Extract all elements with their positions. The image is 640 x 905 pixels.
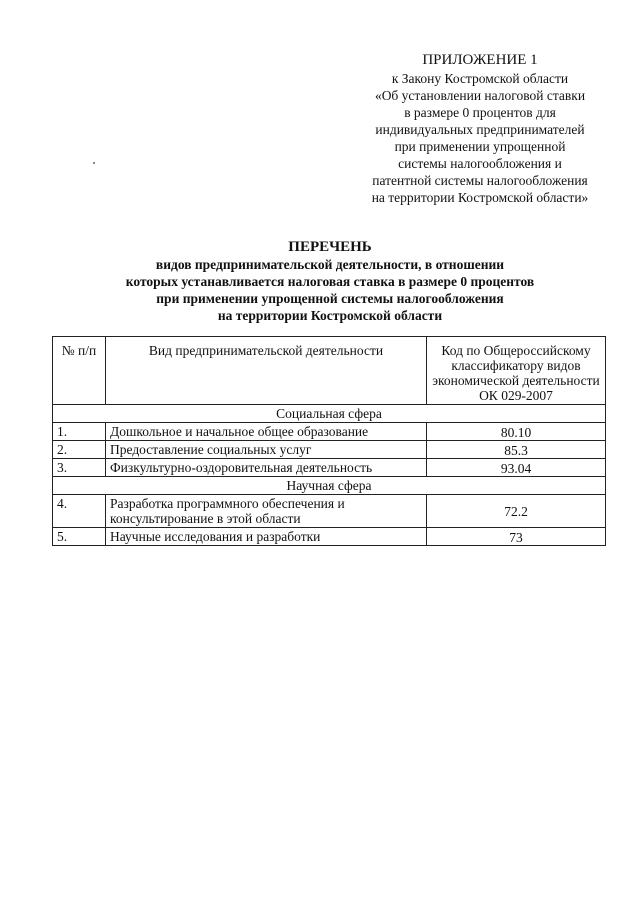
table-row <box>53 459 606 477</box>
row-code: 72.2 <box>427 495 606 528</box>
activities-table <box>52 336 606 546</box>
appendix-line: «Об установлении налоговой ставки <box>374 88 586 103</box>
row-num: 2. <box>53 441 106 459</box>
title-line: при применении упрощенной системы налогообложения <box>156 291 504 306</box>
appendix-line: патентной системы налогообложения <box>372 173 588 188</box>
table-row <box>53 441 606 459</box>
row-code: 80.10 <box>427 423 606 441</box>
appendix-line: системы налогообложения и <box>398 156 562 171</box>
section-social: Социальная сфера <box>53 405 606 423</box>
row-activity: Дошкольное и начальное общее образование <box>106 423 427 441</box>
row-code: 73 <box>427 528 606 546</box>
document-title <box>40 238 620 324</box>
appendix-block <box>345 50 615 206</box>
row-num: 4. <box>53 495 106 528</box>
row-activity: Разработка программного обеспечения и консультирование в этой области <box>106 495 427 528</box>
header-activity: Вид предпринимательской деятельности <box>106 337 427 405</box>
row-activity: Предоставление социальных услуг <box>106 441 427 459</box>
appendix-line: при применении упрощенной <box>394 139 566 154</box>
appendix-line: к Закону Костромской области <box>391 71 569 86</box>
table-row <box>53 423 606 441</box>
appendix-line: индивидуальных предпринимателей <box>375 122 585 137</box>
title-main: ПЕРЕЧЕНЬ <box>288 239 372 255</box>
appendix-heading: ПРИЛОЖЕНИЕ 1 <box>422 52 538 68</box>
section-row <box>53 477 606 495</box>
appendix-line: на территории Костромской области» <box>371 190 589 205</box>
row-num: 5. <box>53 528 106 546</box>
section-science: Научная сфера <box>53 477 606 495</box>
appendix-line: в размере 0 процентов для <box>404 105 556 120</box>
table-row <box>53 495 606 528</box>
row-code: 93.04 <box>427 459 606 477</box>
row-activity: Физкультурно-оздоровительная деятельность <box>106 459 427 477</box>
header-code: Код по Общероссийскому классификатору видов экономической деятельности ОК 029-2007 <box>427 337 606 405</box>
title-line: видов предпринимательской деятельности, в отношении <box>155 257 505 272</box>
section-row <box>53 405 606 423</box>
title-line: на территории Костромской области <box>217 308 443 323</box>
table-header-row <box>53 337 606 405</box>
table-row <box>53 528 606 546</box>
header-num: № п/п <box>53 337 106 405</box>
scan-speck <box>93 162 95 164</box>
row-num: 3. <box>53 459 106 477</box>
row-activity: Научные исследования и разработки <box>106 528 427 546</box>
row-num: 1. <box>53 423 106 441</box>
row-code: 85.3 <box>427 441 606 459</box>
title-line: которых устанавливается налоговая ставка в размере 0 процентов <box>125 274 535 289</box>
